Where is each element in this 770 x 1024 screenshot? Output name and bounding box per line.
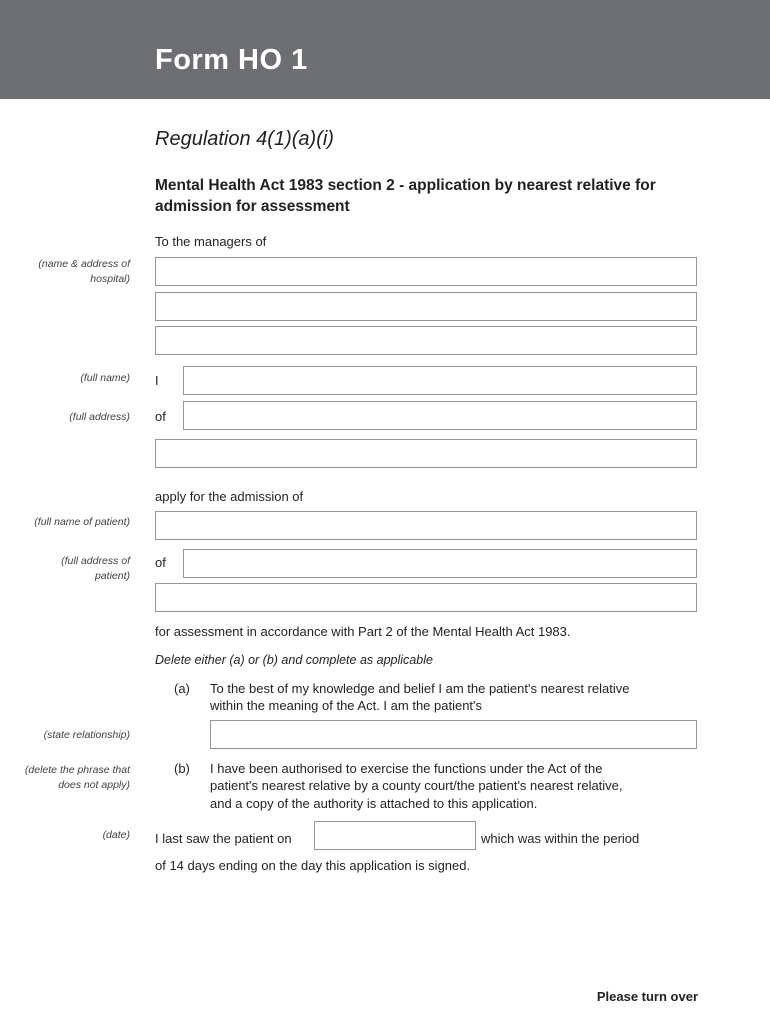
applicant-of-text: of [155, 409, 166, 424]
patient-of-text: of [155, 555, 166, 570]
patient-name-field[interactable] [155, 511, 697, 540]
relationship-field[interactable] [210, 720, 697, 749]
applicant-name-field[interactable] [183, 366, 697, 395]
applicant-i-text: I [155, 373, 159, 388]
last-seen-date-field[interactable] [314, 821, 476, 850]
hospital-label: (name & address of hospital) [38, 258, 130, 285]
last-seen-suffix: which was within the period [481, 831, 640, 846]
option-b-line-2: patient's nearest relative by a county court/the patient's nearest relative, [210, 778, 623, 793]
assessment-text: for assessment in accordance with Part 2 of the Mental Health Act 1983. [155, 624, 571, 639]
option-b-line-3: and a copy of the authority is attached to this application. [210, 796, 538, 811]
option-a-marker: (a) [174, 681, 190, 696]
full-name-label: (full name) [80, 372, 130, 384]
regulation-reference: Regulation 4(1)(a)(i) [155, 128, 334, 150]
patient-address-label: (full address of patient) [61, 555, 130, 582]
applicant-address-line-1-field[interactable] [183, 401, 697, 430]
delete-phrase-label: (delete the phrase that does not apply) [24, 764, 130, 791]
managers-intro: To the managers of [155, 234, 267, 249]
hospital-line-2-field[interactable] [155, 292, 697, 321]
patient-name-label: (full name of patient) [34, 516, 130, 528]
delete-instruction: Delete either (a) or (b) and complete as applicable [155, 653, 433, 667]
form-header [0, 0, 770, 99]
option-a-line-1: To the best of my knowledge and belief I am the patient's nearest relative [210, 681, 630, 696]
patient-address-line-2-field[interactable] [155, 583, 697, 612]
patient-address-line-1-field[interactable] [183, 549, 697, 578]
last-seen-prefix: I last saw the patient on [155, 831, 292, 846]
option-b-line-1: I have been authorised to exercise the functions under the Act of the [210, 761, 603, 776]
option-a-line-2: within the meaning of the Act. I am the patient's [210, 698, 483, 713]
relationship-label: (state relationship) [43, 729, 130, 741]
please-turn-over: Please turn over [596, 989, 698, 1004]
option-b-marker: (b) [174, 761, 190, 776]
form-title: Form HO 1 [155, 44, 308, 76]
form-heading: Mental Health Act 1983 section 2 - application by nearest relative for admission for assessment [155, 177, 656, 215]
apply-for-text: apply for the admission of [155, 489, 304, 504]
last-seen-line-2: of 14 days ending on the day this application is signed. [155, 858, 471, 873]
full-address-label: (full address) [69, 411, 130, 423]
hospital-line-3-field[interactable] [155, 326, 697, 355]
applicant-address-line-2-field[interactable] [155, 439, 697, 468]
hospital-line-1-field[interactable] [155, 257, 697, 286]
date-label: (date) [102, 829, 130, 841]
